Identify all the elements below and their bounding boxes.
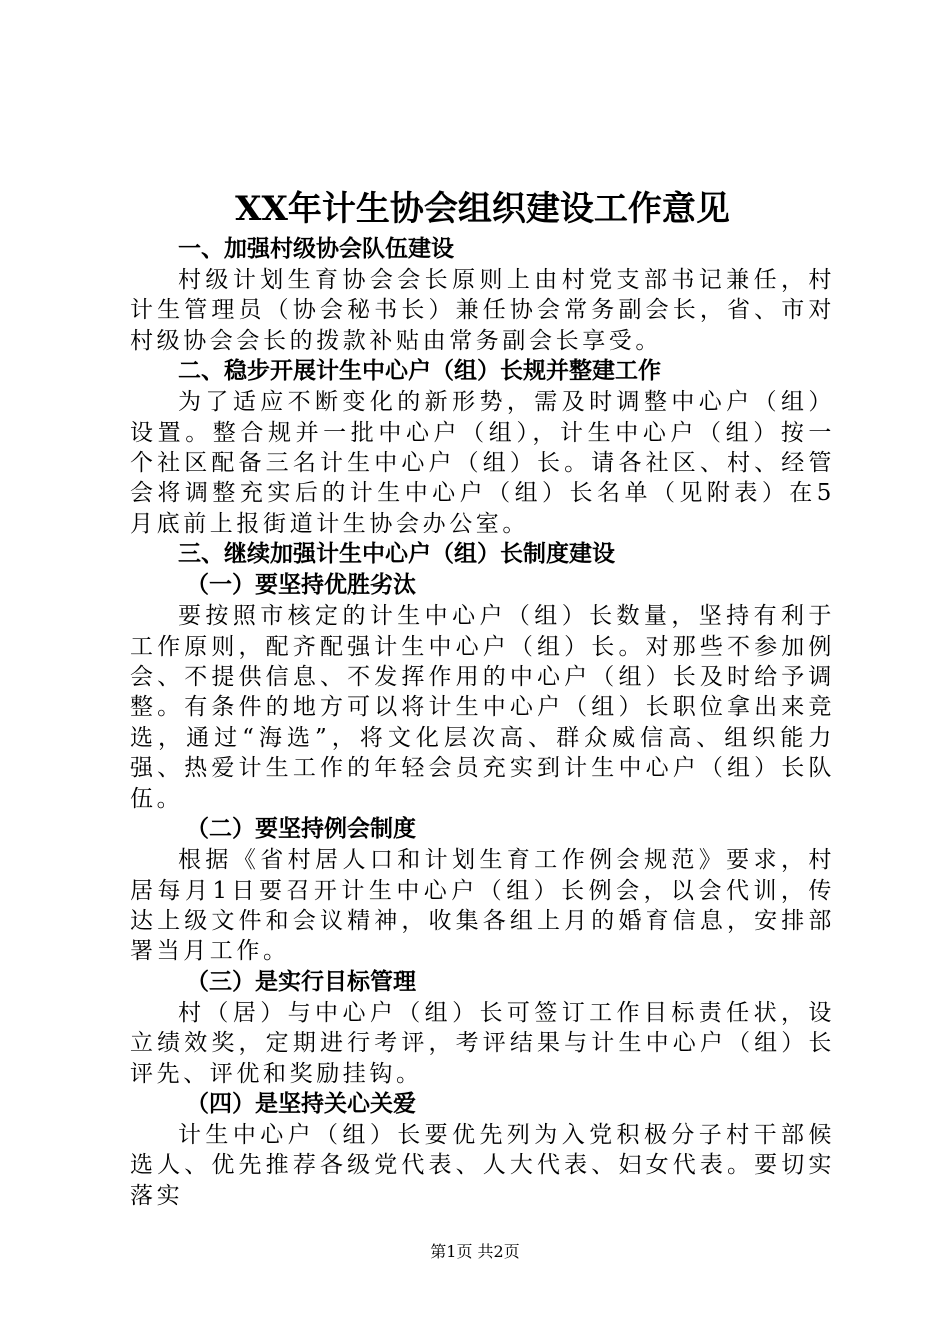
section-heading-3: 三、继续加强计生中心户（组）长制度建设 <box>178 541 615 568</box>
paragraph-5: 村（居）与中心户（组）长可签订工作目标责任状，设立绩效奖，定期进行考评，考评结果与计生中心户（组）长评先、评优和奖励挂钩。 <box>130 999 835 1087</box>
paragraph-6: 计生中心户（组）长要优先列为入党积极分子村干部候选人、优先推荐各级党代表、人大代表、妇女代表。要切实落实 <box>130 1121 835 1209</box>
section-heading-1: 一、加强村级协会队伍建设 <box>178 236 454 262</box>
paragraph-4: 根据《省村居人口和计划生育工作例会规范》要求，村居每月1日要召开计生中心户（组）长例会，以会代训，传达上级文件和会议精神，收集各组上月的婚育信息，安排部署当月工作。 <box>130 847 835 965</box>
subsection-heading-3: （三）是实行目标管理 <box>186 968 416 995</box>
subsection-heading-4: （四）是坚持关心关爱 <box>186 1090 416 1117</box>
subsection-heading-1: （一）要坚持优胜劣汰 <box>186 572 416 599</box>
section-heading-2: 二、稳步开展计生中心户（组）长规并整建工作 <box>178 358 661 385</box>
document-title: XX年计生协会组织建设工作意见 <box>235 189 730 229</box>
paragraph-2: 为了适应不断变化的新形势，需及时调整中心户（组）设置。整合规并一批中心户（组），计生中心户（组）按一个社区配备三名计生中心户（组）长。请各社区、村、经管会将调整充实后的计生中心户（组）长名单（见附表）在5月底前上报街道计生协会办公室。 <box>130 389 835 537</box>
subsection-heading-2: （二）要坚持例会制度 <box>186 816 416 843</box>
page-number-footer: 第1页 共2页 <box>430 1242 520 1261</box>
paragraph-3: 要按照市核定的计生中心户（组）长数量，坚持有利于工作原则，配齐配强计生中心户（组）长。对那些不参加例会、不提供信息、不发挥作用的中心户（组）长及时给予调整。有条件的地方可以将计生中心户（组）长职位拿出来竞选，通过“海选”，将文化层次高、群众威信高、组织能力强、热爱计生工作的年轻会员充实到计生中心户（组）长队伍。 <box>130 603 835 812</box>
paragraph-1: 村级计划生育协会会长原则上由村党支部书记兼任，村计生管理员（协会秘书长）兼任协会常务副会长，省、市对村级协会会长的拨款补贴由常务副会长享受。 <box>130 267 835 354</box>
document-body <box>130 186 835 1211</box>
